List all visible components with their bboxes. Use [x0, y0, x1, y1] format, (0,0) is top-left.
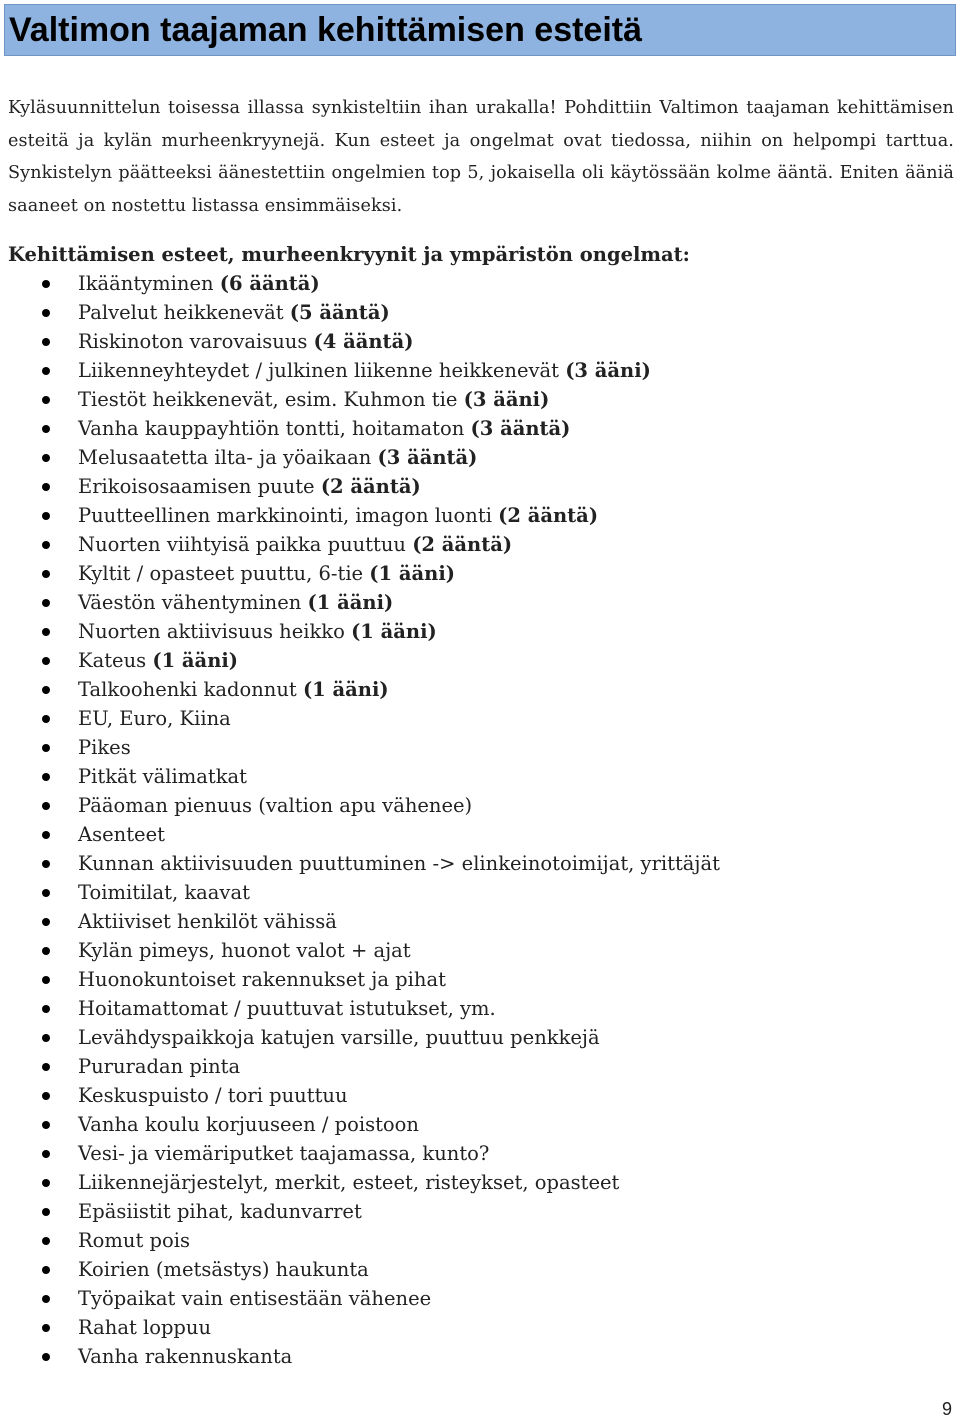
vote-count: (1 ääni)	[302, 678, 389, 701]
list-item-text: Koirien (metsästys) haukunta	[78, 1258, 369, 1281]
bullet-icon	[42, 976, 50, 984]
vote-count: (2 ääntä)	[320, 475, 421, 498]
list-item	[0, 1197, 720, 1226]
list-item-text: Pururadan pinta	[78, 1055, 241, 1078]
list-item-text: Levähdyspaikkoja katujen varsille, puuttuu penkkejä	[78, 1026, 600, 1049]
list-item-text: Erikoisosaamisen puute	[78, 475, 321, 498]
list-item-text: EU, Euro, Kiina	[78, 707, 231, 730]
list-item	[0, 1284, 720, 1313]
list-item	[0, 501, 720, 530]
list-item	[0, 1168, 720, 1197]
bullet-icon	[42, 541, 50, 549]
bullet-icon	[42, 657, 50, 665]
list-item-text: Vanha kauppayhtiön tontti, hoitamaton	[78, 417, 471, 440]
bullet-icon	[42, 512, 50, 520]
list-item-text: Nuorten aktiivisuus heikko	[78, 620, 352, 643]
bullet-icon	[42, 367, 50, 375]
bullet-icon	[42, 454, 50, 462]
bullet-icon	[42, 1353, 50, 1361]
bullet-icon	[42, 396, 50, 404]
bullet-icon	[42, 947, 50, 955]
list-item	[0, 385, 720, 414]
list-item-text: Keskuspuisto / tori puuttuu	[78, 1084, 348, 1107]
list-item-text: Aktiiviset henkilöt vähissä	[78, 910, 337, 933]
list-item-text: Huonokuntoiset rakennukset ja pihat	[78, 968, 446, 991]
list-item	[0, 1023, 720, 1052]
list-item	[0, 1313, 720, 1342]
list-item	[0, 1081, 720, 1110]
list-item	[0, 530, 720, 559]
bullet-icon	[42, 1150, 50, 1158]
list-item	[0, 588, 720, 617]
bullet-icon	[42, 1005, 50, 1013]
vote-count: (1 ääni)	[369, 562, 455, 585]
bullet-icon	[42, 889, 50, 897]
intro-paragraph: Kyläsuunnittelun toisessa illassa synkisteltiin ihan urakalla! Pohdittiin Valtimon taajaman kehittämisen esteitä ja kylän murheenkryynejä. Kun esteet ja ongelmat ovat tiedossa, niihin on helpompi tarttua. Synkistelyn päätteeksi äänestettiin ongelmien top 5, jokaisella oli käytössään kolme ääntä. Eniten ääniä saaneet on nostettu listassa ensimmäiseksi.	[8, 98, 954, 216]
obstacle-list	[0, 269, 720, 1371]
list-item-text: Kunnan aktiivisuuden puuttuminen -> elinkeinotoimijat, yrittäjät	[78, 852, 720, 875]
bullet-icon	[42, 1121, 50, 1129]
vote-count: (2 ääntä)	[412, 533, 513, 556]
list-item	[0, 414, 720, 443]
list-item	[0, 472, 720, 501]
bullet-icon	[42, 425, 50, 433]
vote-count: (1 ääni)	[351, 620, 437, 643]
list-item-text: Epäsiistit pihat, kadunvarret	[78, 1200, 362, 1223]
bullet-icon	[42, 599, 50, 607]
vote-count: (3 ääntä)	[470, 417, 571, 440]
list-item-text: Pikes	[78, 736, 131, 759]
bullet-icon	[42, 1208, 50, 1216]
bullet-icon	[42, 628, 50, 636]
bullet-icon	[42, 309, 50, 317]
page-number: 9	[941, 1399, 952, 1419]
list-item-text: Ikääntyminen	[78, 272, 220, 295]
list-item	[0, 733, 720, 762]
list-item	[0, 936, 720, 965]
list-item	[0, 849, 720, 878]
section-heading: Kehittämisen esteet, murheenkryynit ja ympäristön ongelmat:	[8, 243, 690, 266]
list-item-text: Rahat loppuu	[78, 1316, 212, 1339]
list-item	[0, 443, 720, 472]
list-item	[0, 1226, 720, 1255]
vote-count: (3 ääni)	[565, 359, 651, 382]
list-item-text: Kylän pimeys, huonot valot + ajat	[78, 939, 411, 962]
bullet-icon	[42, 773, 50, 781]
list-item	[0, 965, 720, 994]
bullet-icon	[42, 1324, 50, 1332]
list-item-text: Pitkät välimatkat	[78, 765, 248, 788]
bullet-icon	[42, 686, 50, 694]
list-item	[0, 269, 720, 298]
bullet-icon	[42, 280, 50, 288]
list-item	[0, 820, 720, 849]
bullet-icon	[42, 483, 50, 491]
list-item-text: Liikenneyhteydet / julkinen liikenne heikkenevät	[78, 359, 566, 382]
list-item-text: Liikennejärjestelyt, merkit, esteet, risteykset, opasteet	[78, 1171, 620, 1194]
list-item-text: Puutteellinen markkinointi, imagon luonti	[78, 504, 499, 527]
list-item-text: Melusaatetta ilta- ja yöaikaan	[78, 446, 378, 469]
list-item	[0, 1139, 720, 1168]
list-item	[0, 704, 720, 733]
list-item	[0, 327, 720, 356]
list-item	[0, 762, 720, 791]
bullet-icon	[42, 918, 50, 926]
list-item-text: Kateus	[78, 649, 153, 672]
list-item-text: Asenteet	[78, 823, 165, 846]
list-item-text: Väestön vähentyminen	[78, 591, 308, 614]
list-item-text: Vanha rakennuskanta	[78, 1345, 293, 1368]
list-item	[0, 907, 720, 936]
list-item	[0, 356, 720, 385]
list-item	[0, 559, 720, 588]
list-item	[0, 1110, 720, 1139]
list-item	[0, 675, 720, 704]
list-item-text: Työpaikat vain entisestään vähenee	[78, 1287, 432, 1310]
bullet-icon	[42, 1034, 50, 1042]
vote-count: (1 ääni)	[152, 649, 239, 672]
bullet-icon	[42, 715, 50, 723]
title-bar	[4, 4, 956, 56]
list-item-text: Kyltit / opasteet puuttu, 6-tie	[78, 562, 370, 585]
list-item-text: Vanha koulu korjuuseen / poistoon	[78, 1113, 419, 1136]
bullet-icon	[42, 1295, 50, 1303]
list-item-text: Riskinoton varovaisuus	[78, 330, 314, 353]
vote-count: (4 ääntä)	[313, 330, 414, 353]
list-item-text: Nuorten viihtyisä paikka puuttuu	[78, 533, 413, 556]
list-item	[0, 298, 720, 327]
vote-count: (3 ääntä)	[377, 446, 478, 469]
list-item	[0, 1255, 720, 1284]
list-item-text: Palvelut heikkenevät	[78, 301, 290, 324]
bullet-icon	[42, 1266, 50, 1274]
list-item-text: Vesi- ja viemäriputket taajamassa, kunto?	[78, 1142, 490, 1165]
list-item	[0, 646, 720, 675]
list-item	[0, 617, 720, 646]
list-item-text: Talkoohenki kadonnut	[78, 678, 303, 701]
bullet-icon	[42, 1092, 50, 1100]
bullet-icon	[42, 1179, 50, 1187]
list-item	[0, 1342, 720, 1371]
bullet-icon	[42, 802, 50, 810]
bullet-icon	[42, 1237, 50, 1245]
list-item-text: Tiestöt heikkenevät, esim. Kuhmon tie	[78, 388, 464, 411]
list-item-text: Hoitamattomat / puuttuvat istutukset, ym.	[78, 997, 496, 1020]
bullet-icon	[42, 338, 50, 346]
bullet-icon	[42, 1063, 50, 1071]
list-item	[0, 1052, 720, 1081]
vote-count: (3 ääni)	[463, 388, 550, 411]
list-item	[0, 994, 720, 1023]
list-item	[0, 878, 720, 907]
list-item-text: Pääoman pienuus (valtion apu vähenee)	[78, 794, 473, 817]
list-item-text: Toimitilat, kaavat	[78, 881, 250, 904]
list-item	[0, 791, 720, 820]
bullet-icon	[42, 831, 50, 839]
page-title: Valtimon taajaman kehittämisen esteitä	[9, 11, 643, 49]
vote-count: (2 ääntä)	[498, 504, 599, 527]
list-item-text: Romut pois	[78, 1229, 190, 1252]
bullet-icon	[42, 570, 50, 578]
vote-count: (1 ääni)	[307, 591, 394, 614]
vote-count: (5 ääntä)	[289, 301, 390, 324]
bullet-icon	[42, 744, 50, 752]
vote-count: (6 ääntä)	[219, 272, 320, 295]
bullet-icon	[42, 860, 50, 868]
